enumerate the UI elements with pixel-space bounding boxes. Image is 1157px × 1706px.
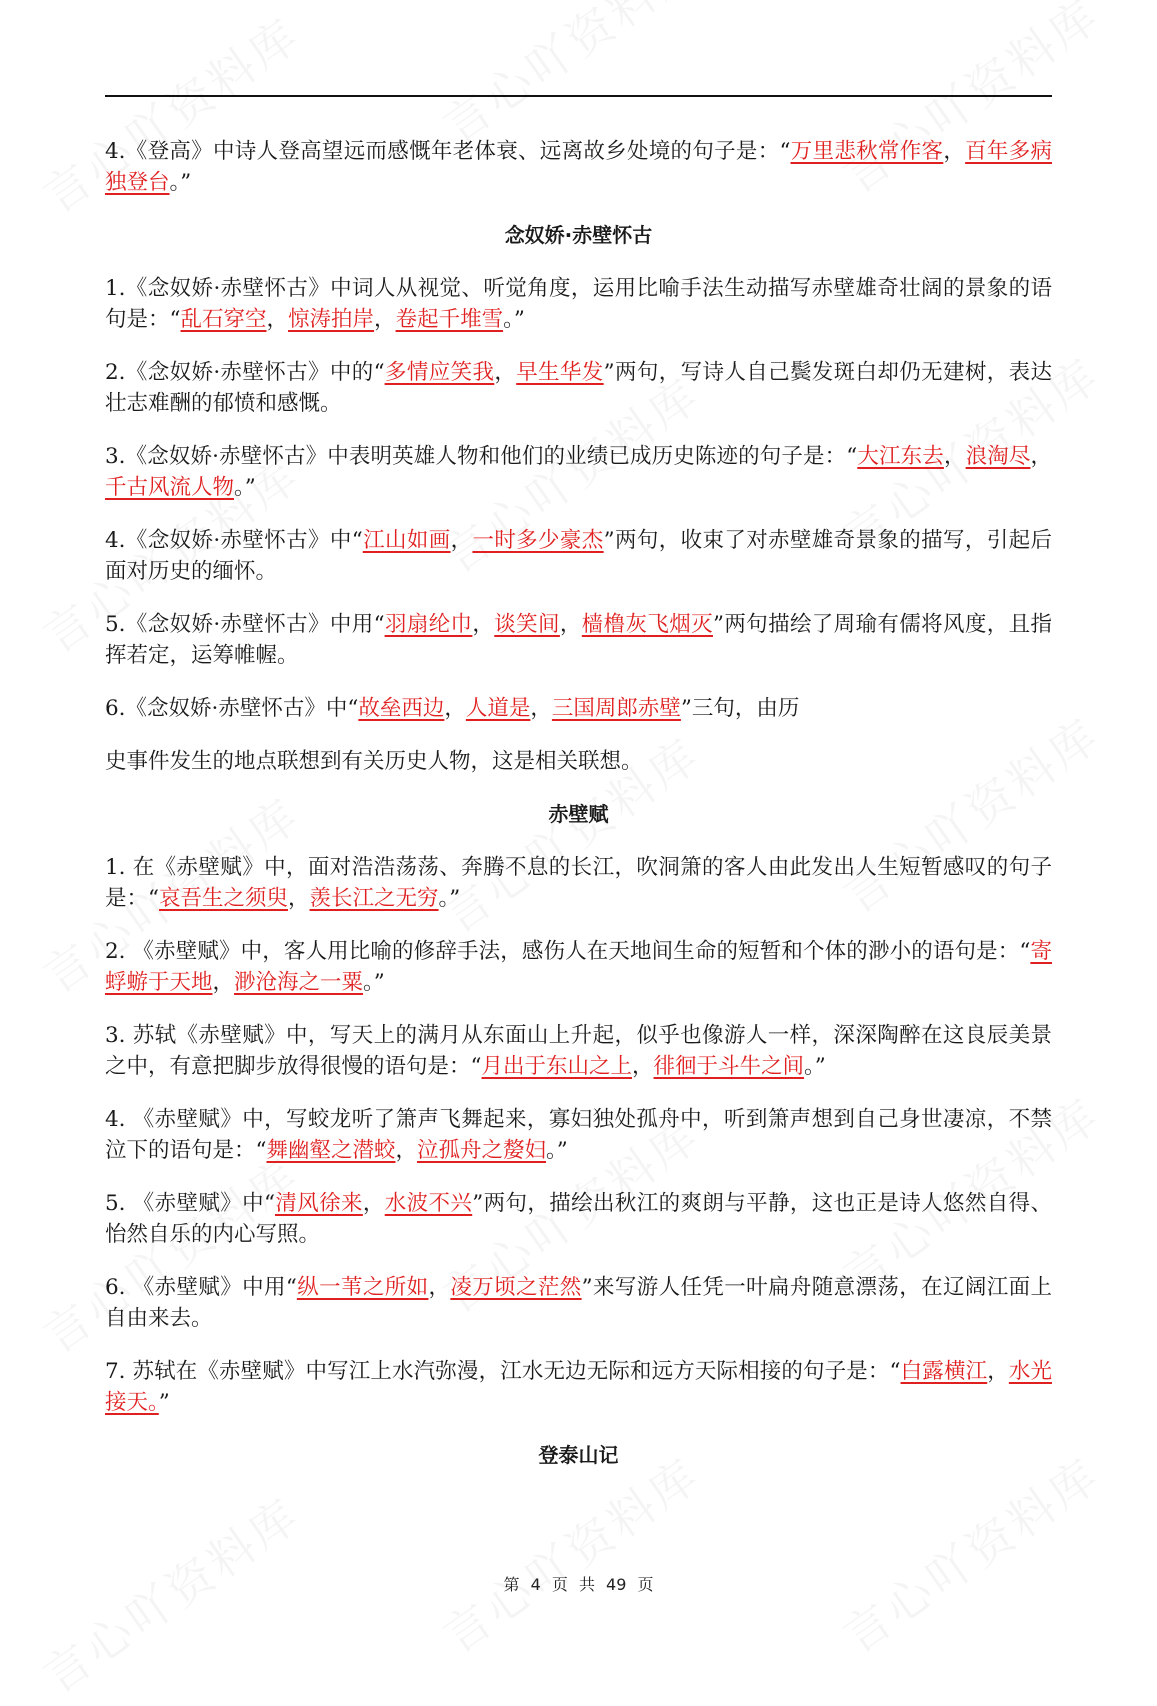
- question-text: ”两句，收束了对赤壁雄奇景象的描写，引起后面对历史的缅怀。: [105, 528, 1052, 584]
- answer-text: 早生华发: [516, 360, 604, 385]
- question-text: 4. 《赤壁赋》中，写蛟龙听了箫声飞舞起来，寡妇独处孤舟中，听到箫声想到自己身世凄凉，不禁泣下的语句是：“: [105, 1107, 1052, 1163]
- question-text: ，: [987, 1359, 1009, 1384]
- question-text: 6. 《赤壁赋》中用“: [105, 1275, 297, 1300]
- answer-text: 乱石穿空: [180, 307, 267, 332]
- question-text: ，: [395, 1138, 418, 1163]
- question-item: [105, 852, 1052, 914]
- question-text: ，: [494, 360, 517, 385]
- answer-text: 浪淘尽: [965, 444, 1031, 469]
- answer-text: 人道是: [465, 696, 531, 721]
- question-text: 。”: [503, 307, 525, 332]
- question-item: [105, 357, 1052, 419]
- answer-text: 水波不兴: [384, 1191, 473, 1216]
- question-text: ，: [559, 612, 582, 637]
- question-text: ，: [1030, 444, 1052, 469]
- section-heading: 念奴娇·赤壁怀古: [504, 223, 653, 247]
- question-text: 3. 苏轼《赤壁赋》中，写天上的满月从东面山上升起，似乎也像游人一样，深深陶醉在这良辰美景之中，有意把脚步放得很慢的语句是：“: [105, 1023, 1052, 1079]
- question-item: [105, 1356, 1052, 1418]
- question-item: [105, 936, 1052, 998]
- question-text: ”两句描绘了周瑜有儒将风度，且指挥若定，运筹帷幄。: [105, 612, 1052, 668]
- header-rule: [105, 95, 1052, 97]
- watermark-text: [428, 0, 712, 156]
- question-text: 。”: [804, 1054, 826, 1079]
- answer-text: 一时多少豪杰: [472, 528, 604, 553]
- question-item: [105, 1020, 1052, 1082]
- answer-text: 凌万顷之茫然: [450, 1275, 582, 1300]
- question-item: [105, 1104, 1052, 1166]
- question-text: 4.《念奴娇·赤壁怀古》中“: [105, 528, 363, 553]
- answer-text: 徘徊于斗牛之间: [653, 1054, 805, 1079]
- answer-text: 水光接天。: [105, 1359, 1052, 1415]
- answer-text: 羽扇纶巾: [384, 612, 473, 637]
- question-text: ，: [374, 307, 396, 332]
- question-text: 2.《念奴娇·赤壁怀古》中的“: [105, 360, 385, 385]
- answer-text: 万里悲秋常作客: [790, 139, 944, 164]
- question-text: 5. 《赤壁赋》中“: [105, 1191, 275, 1216]
- answer-text: 泣孤舟之嫠妇: [417, 1138, 547, 1163]
- question-text: 5.《念奴娇·赤壁怀古》中用“: [105, 612, 385, 637]
- question-text: ，: [266, 307, 289, 332]
- answer-text: 故垒西边: [358, 696, 445, 721]
- question-text: ，: [428, 1275, 451, 1300]
- section-heading: 赤壁赋: [548, 802, 609, 826]
- question-text: 7. 苏轼在《赤壁赋》中写江上水汽弥漫，江水无边无际和远方天际相接的句子是：“: [105, 1359, 901, 1384]
- question-text: 6.《念奴娇·赤壁怀古》中“: [105, 696, 359, 721]
- question-text: 。”: [438, 886, 461, 911]
- answer-text: 月出于东山之上: [481, 1054, 633, 1079]
- page-number-footer: 第 4 页 共 49 页: [503, 1575, 654, 1594]
- question-text: ”两句，描绘出秋江的爽朗与平静，这也正是诗人悠然自得、怡然自乐的内心写照。: [105, 1191, 1052, 1247]
- answer-text: 百年多病独登台: [105, 139, 1052, 195]
- answer-text: 大江东去: [857, 444, 944, 469]
- question-item: [105, 136, 1052, 198]
- question-item: [105, 1272, 1052, 1334]
- question-text: 。”: [546, 1138, 568, 1163]
- question-text: ，: [943, 444, 966, 469]
- question-item: [105, 441, 1052, 503]
- question-text: ，: [472, 612, 495, 637]
- answer-text: 寄蜉蝣于天地: [105, 939, 1052, 995]
- question-text: ，: [943, 139, 966, 164]
- question-text: 。”: [363, 970, 385, 995]
- question-text: ”两句，写诗人自己鬓发斑白却仍无建树，表达壮志难酬的郁愤和感慨。: [105, 360, 1052, 416]
- section-heading: 登泰山记: [538, 1443, 619, 1467]
- question-text: 2. 《赤壁赋》中，客人用比喻的修辞手法，感伤人在天地间生命的短暂和个体的渺小的语句是：“: [105, 939, 1031, 964]
- question-text: 。”: [234, 475, 256, 500]
- answer-text: 惊涛拍岸: [288, 307, 375, 332]
- answer-text: 卷起千堆雪: [395, 307, 504, 332]
- question-text: ，: [288, 886, 310, 911]
- question-text: 1.《念奴娇·赤壁怀古》中词人从视觉、听觉角度，运用比喻手法生动描写赤壁雄奇壮阔的景象的语句是：“: [105, 276, 1052, 332]
- question-text: ”来写游人任凭一叶扁舟随意漂荡，在辽阔江面上自由来去。: [105, 1275, 1052, 1331]
- question-text: 。”: [169, 170, 192, 195]
- question-item: [105, 746, 1052, 777]
- answer-text: 千古风流人物: [105, 475, 235, 500]
- answer-text: 哀吾生之须臾: [159, 886, 289, 911]
- answer-text: 舞幽壑之潜蛟: [266, 1138, 396, 1163]
- question-text: ，: [530, 696, 552, 721]
- question-text: ，: [632, 1054, 654, 1079]
- question-text: ”三句，由历: [680, 696, 800, 721]
- question-item: [105, 1188, 1052, 1250]
- answer-text: 白露横江: [900, 1359, 988, 1384]
- question-text: 1. 在《赤壁赋》中，面对浩浩荡荡、奔腾不息的长江，吹洞箫的客人由此发出人生短暂感叹的句子是：“: [105, 855, 1052, 911]
- question-item: [105, 693, 1052, 724]
- answer-text: 樯橹灰飞烟灭: [581, 612, 713, 637]
- question-text: ，: [362, 1191, 385, 1216]
- answer-text: 清风徐来: [274, 1191, 363, 1216]
- question-item: [105, 525, 1052, 587]
- answer-text: 纵一苇之所如: [296, 1275, 429, 1300]
- question-text: 3.《念奴娇·赤壁怀古》中表明英雄人物和他们的业绩已成历史陈迹的句子是：“: [105, 444, 858, 469]
- answer-text: 羡长江之无穷: [309, 886, 439, 911]
- question-text: ，: [444, 696, 466, 721]
- answer-text: 江山如画: [362, 528, 451, 553]
- question-text: ，: [212, 970, 235, 995]
- document-body: [105, 136, 1052, 1493]
- answer-text: 多情应笑我: [384, 360, 495, 385]
- answer-text: 渺沧海之一粟: [234, 970, 364, 995]
- answer-text: 谈笑间: [494, 612, 560, 637]
- question-text: 4.《登高》中诗人登高望远而感慨年老体衰、远离故乡处境的句子是：“: [105, 139, 791, 164]
- question-text: 史事件发生的地点联想到有关历史人物，这是相关联想。: [105, 749, 643, 774]
- question-item: [105, 273, 1052, 335]
- question-text: ，: [450, 528, 473, 553]
- answer-text: 三国周郎赤壁: [551, 696, 681, 721]
- question-item: [105, 609, 1052, 671]
- question-text: ”: [158, 1390, 170, 1415]
